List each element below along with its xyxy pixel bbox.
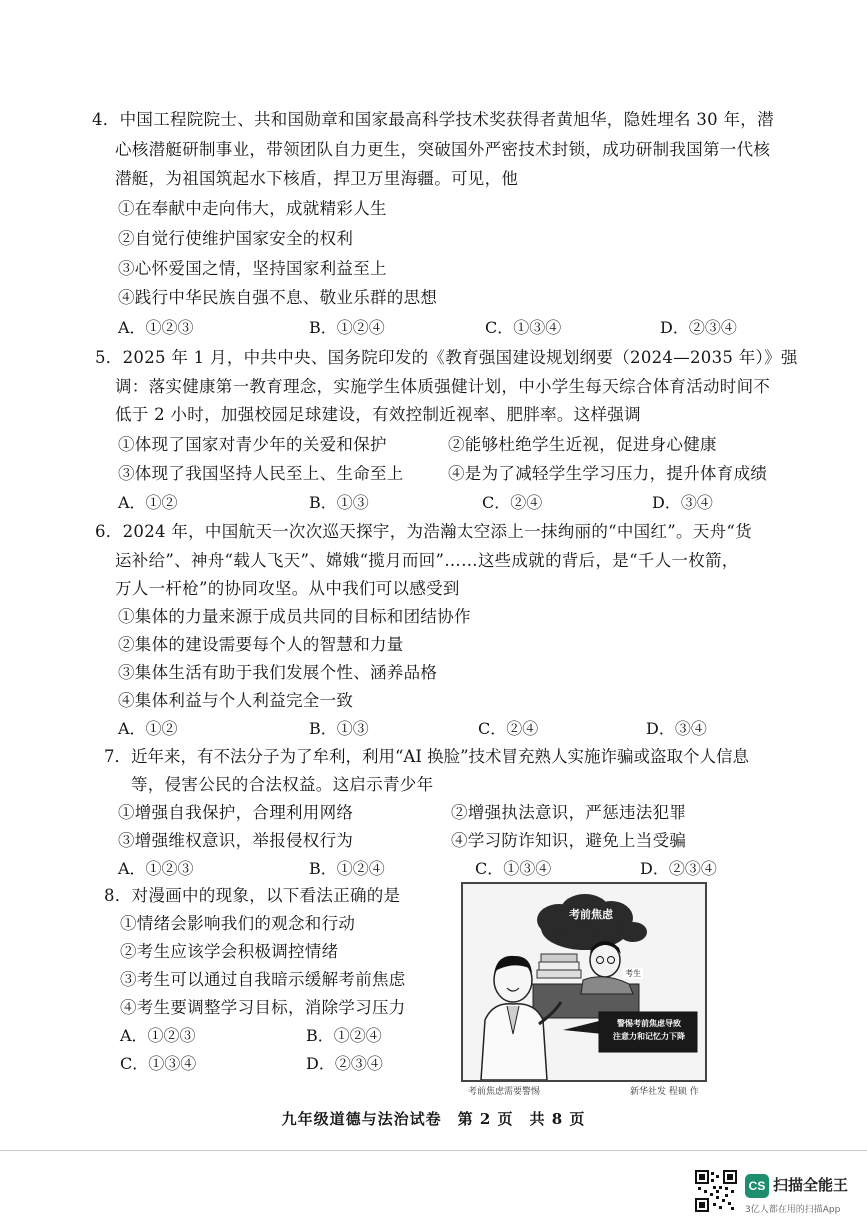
q6-option-d[interactable]: D．③④	[646, 719, 707, 738]
q6-statement-3: ③集体生活有助于我们发展个性、涵养品格	[118, 663, 438, 682]
q8-option-a[interactable]: A．①②③	[120, 1026, 196, 1045]
scan-divider	[0, 1150, 867, 1151]
q8-statement-1: ①情绪会影响我们的观念和行动	[120, 914, 356, 933]
q7-statement-1: ①增强自我保护，合理利用网络	[118, 803, 354, 822]
camscanner-logo: CS	[745, 1174, 769, 1198]
scanner-tagline: 3亿人都在用的扫描App	[745, 1205, 841, 1215]
q7-statement-3: ③增强维权意识，举报侵权行为	[118, 831, 354, 850]
q5-statement-2: ②能够杜绝学生近视，促进身心健康	[448, 435, 717, 454]
q8-stem-line-1: 8．对漫画中的现象，以下看法正确的是	[104, 886, 401, 905]
speech-line-2: 注意力和记忆力下降	[613, 1032, 685, 1041]
q4-option-a[interactable]: A．①②③	[118, 318, 194, 337]
q5-statement-3: ③体现了我国坚持人民至上、生命至上	[118, 464, 404, 483]
q7-option-a[interactable]: A．①②③	[118, 859, 194, 878]
q4-option-b[interactable]: B．①②④	[309, 318, 385, 337]
q7-stem-line-2: 等，侵害公民的合法权益。这启示青少年	[131, 775, 434, 794]
q6-option-a[interactable]: A．①②	[118, 719, 178, 738]
q8-option-c[interactable]: C．①③④	[120, 1054, 197, 1073]
q8-option-d[interactable]: D．②③④	[306, 1054, 383, 1073]
q5-stem-line-1: 5．2025 年 1 月，中共中央、国务院印发的《教育强国建设规划纲要（2024—2035 年）》强	[95, 348, 798, 367]
q4-statement-1: ①在奉献中走向伟大，成就精彩人生	[118, 199, 387, 218]
cloud-label: 考前焦虑	[569, 908, 613, 921]
q5-option-d[interactable]: D．③④	[652, 493, 713, 512]
q7-option-b[interactable]: B．①②④	[309, 859, 385, 878]
q5-option-b[interactable]: B．①③	[309, 493, 369, 512]
q7-option-c[interactable]: C．①③④	[475, 859, 552, 878]
q6-option-b[interactable]: B．①③	[309, 719, 369, 738]
q8-statement-4: ④考生要调整学习目标，消除学习压力	[120, 998, 406, 1017]
q4-statement-3: ③心怀爱国之情，坚持国家利益至上	[118, 259, 387, 278]
student-figure	[533, 941, 639, 1018]
q4-stem-line-3: 潜艇，为祖国筑起水下核盾，捍卫万里海疆。可见，他	[115, 169, 519, 188]
speech-line-1: 警惕考前焦虑导致	[617, 1019, 681, 1028]
student-tag: 考生	[625, 969, 641, 978]
q7-statement-4: ④学习防诈知识，避免上当受骗	[451, 831, 687, 850]
q6-stem-line-2: 运补给”、神舟“载人飞天”、嫦娥“揽月而回”……这些成就的背后，是“千人一枚箭，	[115, 551, 739, 570]
page-footer: 九年级道德与法治试卷 第 2 页 共 8 页	[281, 1110, 586, 1128]
qr-code-icon	[695, 1170, 737, 1212]
cartoon-caption-right: 新华社发 程硕 作	[630, 1087, 699, 1097]
q5-statement-1: ①体现了国家对青少年的关爱和保护	[118, 435, 387, 454]
q7-stem-line-1: 7．近年来，有不法分子为了牟利，利用“AI 换脸”技术冒充熟人实施诈骗或盗取个人信息	[104, 747, 750, 766]
q5-option-c[interactable]: C．②④	[482, 493, 543, 512]
q6-option-c[interactable]: C．②④	[478, 719, 539, 738]
q6-stem-line-1: 6．2024 年，中国航天一次次巡天探宇，为浩瀚太空添上一抹绚丽的“中国红”。天舟“货	[95, 522, 752, 541]
q6-statement-2: ②集体的建设需要每个人的智慧和力量	[118, 635, 404, 654]
q4-statement-2: ②自觉行使维护国家安全的权利	[118, 229, 354, 248]
q5-stem-line-3: 低于 2 小时，加强校园足球建设，有效控制近视率、肥胖率。这样强调	[115, 405, 641, 424]
q4-statement-4: ④践行中华民族自强不息、敬业乐群的思想	[118, 288, 438, 307]
q8-statement-3: ③考生可以通过自我暗示缓解考前焦虑	[120, 970, 406, 989]
q8-statement-2: ②考生应该学会积极调控情绪	[120, 942, 339, 961]
q5-statement-4: ④是为了减轻学生学习压力，提升体育成绩	[448, 464, 768, 483]
cartoon-caption-left: 考前焦虑需要警惕	[468, 1087, 541, 1097]
q4-option-c[interactable]: C．①③④	[485, 318, 562, 337]
q7-statement-2: ②增强执法意识，严惩违法犯罪	[451, 803, 687, 822]
speech-text	[603, 1017, 695, 1043]
q5-stem-line-2: 调：落实健康第一教育理念，实施学生体质强健计划，中小学生每天综合体育活动时间不	[115, 377, 771, 396]
q6-statement-1: ①集体的力量来源于成员共同的目标和团结协作	[118, 607, 471, 626]
q6-stem-line-3: 万人一杆枪”的协同攻坚。从中我们可以感受到	[115, 579, 460, 598]
q4-option-d[interactable]: D．②③④	[660, 318, 737, 337]
exam-anxiety-cartoon	[461, 882, 707, 1082]
scanner-brand: 扫描全能王	[773, 1176, 849, 1194]
q4-stem-line-2: 心核潜艇研制事业，带领团队自力更生，突破国外严密技术封锁，成功研制我国第一代核	[115, 140, 771, 159]
q4-stem-line-1: 4．中国工程院院士、共和国勋章和国家最高科学技术奖获得者黄旭华，隐姓埋名 30 年，潜	[92, 110, 774, 129]
q8-option-b[interactable]: B．①②④	[306, 1026, 382, 1045]
q7-option-d[interactable]: D．②③④	[640, 859, 717, 878]
q5-option-a[interactable]: A．①②	[118, 493, 178, 512]
q6-statement-4: ④集体利益与个人利益完全一致	[118, 691, 354, 710]
anxiety-cloud	[537, 894, 647, 950]
